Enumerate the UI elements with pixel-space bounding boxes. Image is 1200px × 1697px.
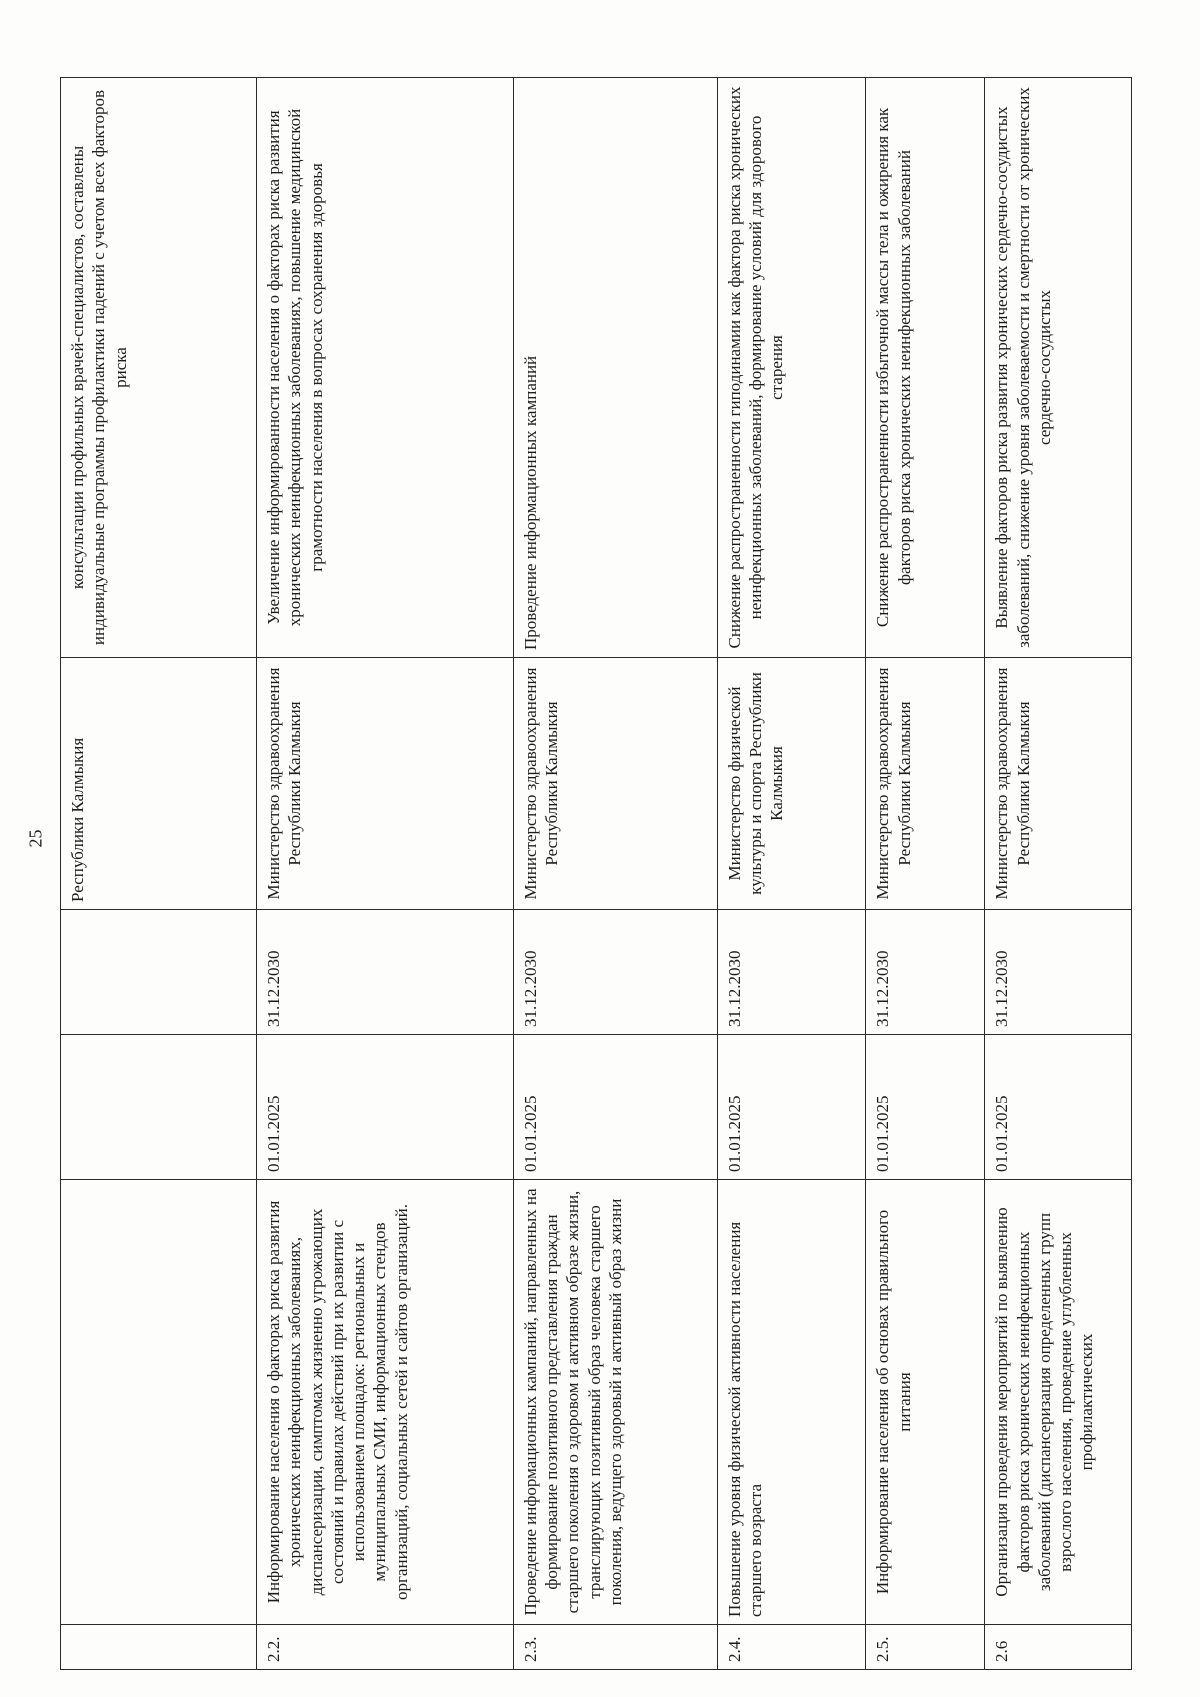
end-date-cell: 31.12.2030 xyxy=(866,910,985,1035)
result-cell: консультации профильных врачей-специалистов, составлены индивидуальные программы профилактики падений с учетом всех факторов риска xyxy=(61,78,257,658)
start-date-cell: 01.01.2025 xyxy=(985,1035,1132,1180)
result-cell: Проведение информационных кампаний xyxy=(513,78,717,658)
table-container xyxy=(60,78,1132,1670)
row-number xyxy=(61,1625,257,1670)
event-cell: Повышение уровня физической активности населения старшего возраста xyxy=(717,1180,866,1625)
start-date-cell xyxy=(61,1035,257,1180)
row-number: 2.4. xyxy=(717,1625,866,1670)
start-date-cell: 01.01.2025 xyxy=(257,1035,514,1180)
result-cell: Снижение распространенности избыточной массы тела и ожирения как факторов риска хронических неинфекционных заболеваний xyxy=(866,78,985,658)
event-cell: Проведение информационных кампаний, направленных на формирование позитивного представления граждан старшего поколения о здоровом и активном образе жизни, транслирующих позитивный образ человека старшего поколения, ведущего здоровый и активный образ жизни xyxy=(513,1180,717,1625)
table-row xyxy=(513,78,717,1670)
start-date-cell: 01.01.2025 xyxy=(866,1035,985,1180)
end-date-cell xyxy=(61,910,257,1035)
table-row xyxy=(717,78,866,1670)
row-number: 2.3. xyxy=(513,1625,717,1670)
event-cell: Информирование населения о факторах риска развития хронических неинфекционных заболеваниях, диспансеризации, симптомах жизненно угрожающих состояний и правилах действий при их развитии с использованием площадок: региональных и муниципальных СМИ, информационных стендов организаций, социальных сетей и сайтов организаций. xyxy=(257,1180,514,1625)
executor-cell: Министерство здравоохранения Республики Калмыкия xyxy=(866,658,985,910)
executor-cell: Министерство здравоохранения Республики Калмыкия xyxy=(985,658,1132,910)
row-number: 2.6 xyxy=(985,1625,1132,1670)
end-date-cell: 31.12.2030 xyxy=(513,910,717,1035)
executor-cell: Республики Калмыкия xyxy=(61,658,257,910)
table-row xyxy=(866,78,985,1670)
plan-table xyxy=(60,77,1132,1670)
executor-cell: Министерство здравоохранения Республики Калмыкия xyxy=(257,658,514,910)
table-row xyxy=(61,78,257,1670)
page-number: 25 xyxy=(25,829,46,848)
executor-cell: Министерство здравоохранения Республики Калмыкия xyxy=(513,658,717,910)
row-number: 2.5. xyxy=(866,1625,985,1670)
event-cell: Организация проведения мероприятий по выявлению факторов риска хронических неинфекционных заболеваний (диспансеризация определенных групп взрослого населения, проведение углубленных профилактических xyxy=(985,1180,1132,1625)
result-cell: Выявление факторов риска развития хронических сердечно-сосудистых заболеваний, снижение уровня заболеваемости и смертности от хронических сердечно-сосудистых xyxy=(985,78,1132,658)
table-row xyxy=(257,78,514,1670)
event-cell: Информирование населения об основах правильного питания xyxy=(866,1180,985,1625)
end-date-cell: 31.12.2030 xyxy=(717,910,866,1035)
start-date-cell: 01.01.2025 xyxy=(513,1035,717,1180)
event-cell xyxy=(61,1180,257,1625)
result-cell: Увеличение информированности населения о факторах риска развития хронических неинфекционных заболеваниях, повышение медицинской грамотности населения в вопросах сохранения здоровья xyxy=(257,78,514,658)
result-cell: Снижение распространенности гиподинамии как фактора риска хронических неинфекционных заболеваний, формирование условий для здорового старения xyxy=(717,78,866,658)
executor-cell: Министерство физической культуры и спорта Республики Калмыкия xyxy=(717,658,866,910)
end-date-cell: 31.12.2030 xyxy=(257,910,514,1035)
start-date-cell: 01.01.2025 xyxy=(717,1035,866,1180)
end-date-cell: 31.12.2030 xyxy=(985,910,1132,1035)
table-row xyxy=(985,78,1132,1670)
row-number: 2.2. xyxy=(257,1625,514,1670)
